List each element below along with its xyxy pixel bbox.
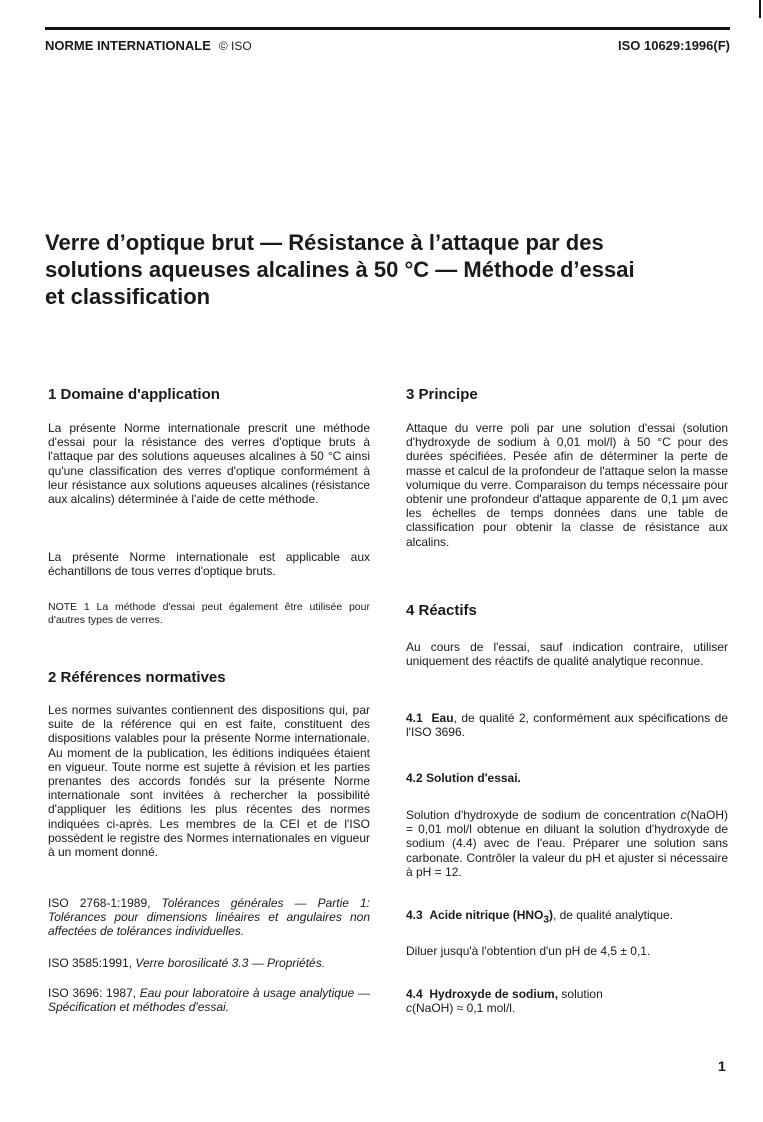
header-rule [45,27,730,30]
section-4-paragraph: Au cours de l'essai, sauf indication contraire, utiliser uniquement des réactifs de qualité analytique reconnue. [406,640,728,669]
reference-3-id: ISO 3696: 1987, [48,986,137,1000]
subsection-4-3-paragraph: Diluer jusqu'à l'obtention d'un pH de 4,5 ± 0,1. [406,944,651,958]
section-1-heading: 1 Domaine d'application [48,386,220,403]
section-2-paragraph: Les normes suivantes contiennent des dispositions qui, par suite de la référence qui en est faite, constituent des dispositions valables pour la présente Norme internationale. Au moment de la publication, les éditions indiquées étaient en vigueur. Toute norme est sujette à révision et les parties prenantes des accords fondés sur la présente Norme internationale sont invitées à rechercher la possibilité d'appliquer les éditions les plus récentes des normes indiquées ci-après. Les membres de la CEI et de l'ISO possèdent le registre des Normes internationales en vigueur à un moment donné. [48,703,370,860]
title-line-1: Verre d’optique brut — Résistance à l’attaque par des [45,230,604,255]
reference-iso-2768 [48,896,370,939]
subsection-4-2-heading: 4.2 Solution d'essai. [406,771,521,785]
subsection-4-2-lead: Solution d'hydroxyde de sodium de concentration [406,808,676,822]
subsection-4-3-number: 4.3 [406,908,423,922]
nitric-acid-close: ) [548,908,553,922]
subsection-4-4-title: Hydroxyde de sodium, [429,987,559,1001]
title-line-3: et classification [45,284,211,309]
reference-1-id: ISO 2768-1:1989, [48,896,151,910]
title-line-2: solutions aqueuses alcalines à 50 °C — Méthode d’essai [45,257,635,282]
section-3-paragraph: Attaque du verre poli par une solution d'essai (solution d'hydroxyde de sodium à 0,01 mol/l) à 50 °C pour des durées spécifiées. Pesée afin de déterminer la perte de masse et calcul de la profondeur de l'attaque selon la masse volumique du verre. Comparaison du temps nécessaire pour obtenir une profondeur d'attaque apparente de 0,1 µm avec les échelles de temps données dans une table de classification pour obtenir la classe de résistance aux alcalins. [406,421,728,549]
subsection-4-4 [406,987,728,1015]
section-2-heading: 2 Références normatives [48,669,226,686]
reference-2-id: ISO 3585:1991, [48,956,133,970]
nitric-acid-subscript: 3 [543,914,549,926]
section-1-paragraph-2: La présente Norme internationale est applicable aux échantillons de tous verres d'optique bruts. [48,550,370,579]
corner-mark [759,0,761,18]
subsection-4-2-body: (NaOH) = 0,01 mol/l obtenue en diluant la solution d'hydroxyde de sodium (4.4) avec de l'eau. Préparer une solution sans carbonate. Contrôler la valeur du pH et ajuster si nécessaire à pH = 12. [406,808,728,879]
document-title [45,229,735,310]
concentration-symbol-2: c [406,1001,412,1016]
header-copyright: © ISO [218,39,252,53]
nitric-acid-label: Acide nitrique (HNO [429,908,544,922]
subsection-4-4-text: solution [558,987,603,1001]
reference-iso-3696 [48,986,370,1014]
subsection-4-2-paragraph [406,808,728,879]
page-number: 1 [718,1058,726,1074]
header-left-text: NORME INTERNATIONALE [45,38,211,53]
reference-iso-3585 [48,956,370,970]
section-4-heading: 4 Réactifs [406,602,477,619]
subsection-4-3 [406,908,728,928]
subsection-4-1-text: , de qualité 2, conformément aux spécifications de l'ISO 3696. [406,711,729,740]
header-document-number: ISO 10629:1996(F) [617,38,730,53]
reference-1-title: Tolérances générales — Partie 1: Tolérances pour dimensions linéaires et angulaires non affectées de tolérances individuelles. [48,896,370,939]
subsection-4-4-line2: (NaOH) ≈ 0,1 mol/l. [412,1001,516,1016]
subsection-4-4-number: 4.4 [406,987,423,1001]
header-standard-type [45,38,252,53]
section-1-paragraph-1: La présente Norme internationale prescrit une méthode d'essai pour la résistance des verres d'optique bruts à l'attaque par des solutions aqueuses alcalines à 50 °C ainsi qu'une classification des verres d'optique conformément à leur résistance aux solutions aqueuses alcalines (résistance aux alcalins) déterminée à l'aide de cette méthode. [48,421,370,507]
note-1: NOTE 1 La méthode d'essai peut également être utilisée pour d'autres types de verres. [48,601,370,626]
subsection-4-1-number: 4.1 [406,711,423,725]
section-3-heading: 3 Principe [406,386,478,403]
subsection-4-1-title: Eau [431,711,454,725]
concentration-symbol: c [680,808,687,822]
subsection-4-3-title [429,908,553,926]
reference-3-title: Eau pour laboratoire à usage analytique — Spécification et méthodes d'essai. [48,986,370,1015]
subsection-4-1 [406,711,728,739]
subsection-4-3-text: , de qualité analytique. [552,908,674,922]
reference-2-title: Verre borosilicaté 3.3 — Propriétés. [135,956,326,970]
